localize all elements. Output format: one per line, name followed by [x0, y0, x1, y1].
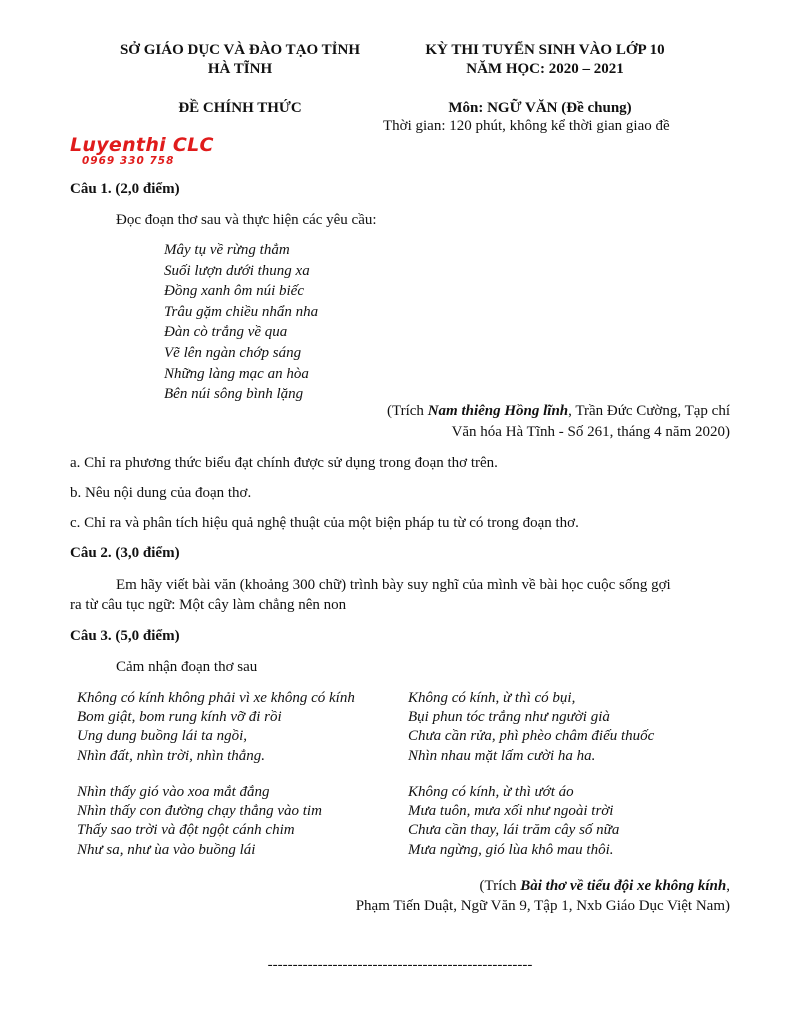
subject-label: Môn: NGỮ VĂN (Đề chung): [448, 100, 632, 116]
question-3-source-line-1: [480, 878, 730, 895]
question-1-poem: [164, 240, 318, 405]
question-1-part-a: a. Chỉ ra phương thức biểu đạt chính được sử dụng trong đoạn thơ trên.: [70, 455, 498, 471]
source-title: Bài thơ về tiểu đội xe không kính: [520, 878, 727, 894]
question-1-intro: Đọc đoạn thơ sau và thực hiện các yêu cầu:: [116, 212, 377, 228]
question-1-part-c: c. Chỉ ra và phân tích hiệu quả nghệ thuật của một biện pháp tu từ có trong đoạn thơ.: [70, 515, 579, 531]
poem-line: Những làng mạc an hòa: [164, 365, 309, 382]
question-3-source-line-2: Phạm Tiến Duật, Ngữ Văn 9, Tập 1, Nxb Giáo Dục Việt Nam): [355, 898, 730, 914]
footer-divider: -----------------------------------------------------: [267, 957, 533, 973]
poem-line: Trâu gặm chiều nhẩn nha: [164, 303, 319, 320]
question-2-text-line-1: Em hãy viết bài văn (khoảng 300 chữ) trình bày suy nghĩ của mình về bài học cuộc sống gợi: [116, 577, 671, 593]
source-title: Nam thiêng Hồng lĩnh: [427, 403, 569, 419]
question-1-source-line-2: Văn hóa Hà Tĩnh - Số 261, tháng 4 năm 2020): [451, 424, 730, 440]
poem-line: Không có kính, ừ thì có bụi,: [408, 690, 576, 706]
poem-stanza-left-1: [77, 689, 355, 766]
question-1-source-line-1: [387, 403, 730, 420]
time-label: Thời gian: 120 phút, không kể thời gian giao đề: [383, 118, 670, 134]
poem-line: Đồng xanh ôm núi biếc: [164, 283, 304, 300]
brand-logo: [70, 135, 214, 167]
question-2-title: Câu 2. (3,0 điểm): [70, 545, 180, 561]
poem-line: Nhìn nhau mặt lấm cười ha ha.: [408, 747, 596, 764]
poem-line: Bụi phun tóc trắng như người già: [408, 709, 610, 726]
poem-line: Ung dung buồng lái ta ngồi,: [77, 728, 248, 745]
poem-line: Nhìn thấy con đường chạy thẳng vào tim: [77, 803, 322, 820]
school-year: NĂM HỌC: 2020 – 2021: [466, 61, 624, 77]
exam-title: KỲ THI TUYỂN SINH VÀO LỚP 10: [425, 42, 665, 58]
question-2-text-line-2: ra từ câu tục ngữ: Một cây làm chẳng nên non: [70, 597, 347, 613]
department-line-2: HÀ TĨNH: [207, 61, 273, 77]
department-line-1: SỞ GIÁO DỤC VÀ ĐÀO TẠO TỈNH: [119, 42, 361, 58]
poem-line: Không có kính không phải vì xe không có kính: [77, 690, 355, 706]
poem-line: Mưa tuôn, mưa xối như ngoài trời: [408, 803, 614, 820]
poem-line: Chưa cần rửa, phì phèo châm điếu thuốc: [408, 728, 655, 745]
source-prefix: (Trích: [386, 403, 428, 419]
brand-logo-phone: 0969 330 758: [82, 155, 175, 167]
poem-line: Mưa ngừng, gió lùa khô mau thôi.: [408, 841, 614, 858]
poem-line: Nhìn thấy gió vào xoa mắt đắng: [77, 784, 270, 800]
poem-stanza-right-2: [408, 783, 619, 860]
poem-line: Thấy sao trời và đột ngột cánh chim: [77, 822, 295, 839]
poem-line: Vẽ lên ngàn chớp sáng: [164, 344, 302, 361]
question-3-intro: Cảm nhận đoạn thơ sau: [116, 659, 258, 675]
poem-line: Như sa, như ùa vào buồng lái: [77, 841, 256, 858]
poem-line: Bom giật, bom rung kính vỡ đi rồi: [77, 709, 282, 726]
poem-line: Nhìn đất, nhìn trời, nhìn thẳng.: [77, 747, 266, 764]
poem-line: Bên núi sông bình lặng: [164, 386, 304, 403]
poem-line: Mây tụ về rừng thẳm: [164, 242, 290, 258]
poem-line: Chưa cần thay, lái trăm cây số nữa: [408, 822, 620, 839]
source-prefix: (Trích: [479, 878, 521, 894]
poem-line: Đàn cò trắng về qua: [164, 324, 288, 341]
poem-stanza-right-1: [408, 689, 654, 766]
source-suffix: , Trần Đức Cường, Tạp chí: [568, 403, 730, 419]
question-3-title: Câu 3. (5,0 điểm): [70, 628, 180, 644]
source-suffix: ,: [726, 878, 730, 894]
poem-line: Suối lượn dưới thung xa: [164, 262, 310, 279]
official-label: ĐỀ CHÍNH THỨC: [178, 100, 302, 116]
poem-stanza-left-2: [77, 783, 322, 860]
poem-line: Không có kính, ừ thì ướt áo: [408, 784, 574, 800]
question-1-part-b: b. Nêu nội dung của đoạn thơ.: [70, 485, 252, 501]
question-1-title: Câu 1. (2,0 điểm): [70, 181, 180, 197]
brand-logo-name: Luyenthi CLC: [70, 134, 214, 156]
